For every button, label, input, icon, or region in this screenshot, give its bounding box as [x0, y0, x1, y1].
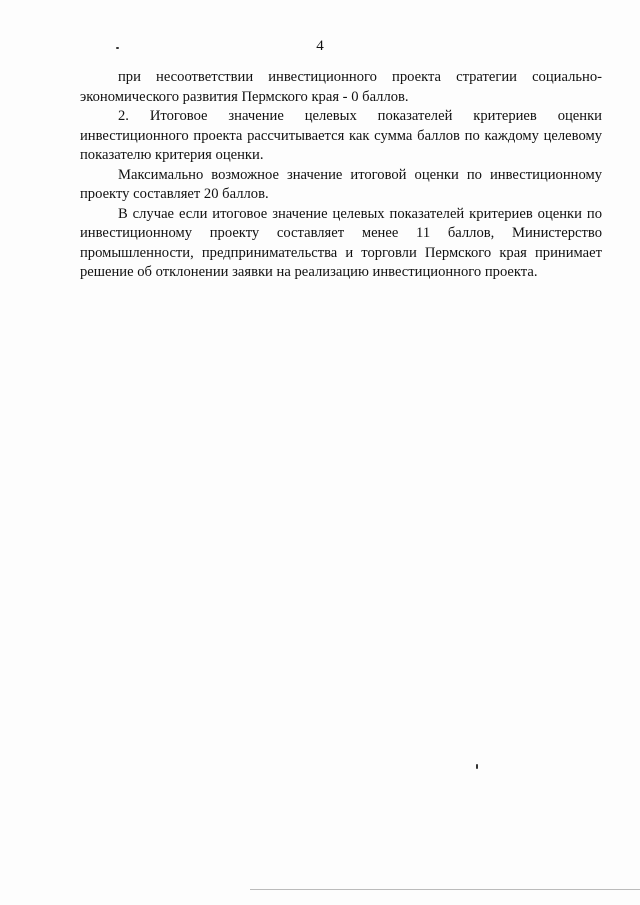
- paragraph-max-score: Максимально возможное значение итоговой оценки по инвестиционному проекту составляет 20 баллов.: [80, 166, 602, 202]
- paragraph-total-score: 2. Итоговое значение целевых показателей критериев оценки инвестиционного проекта рассчитывается как сумма баллов по каждому целевому показателю критерия оценки.: [80, 108, 602, 163]
- scan-speck: [476, 764, 478, 769]
- scan-edge-line: [250, 889, 640, 890]
- paragraph-rejection-rule: В случае если итоговое значение целевых показателей критериев оценки по инвестиционному проекту составляет менее 11 баллов, Министерство промышленности, предпринимательства и торговли Пермского края принимает решение об отклонении заявки на реализацию инвестиционного проекта.: [80, 205, 602, 280]
- page-number: 4: [316, 38, 324, 54]
- document-body: [80, 68, 602, 283]
- paragraph-criteria-mismatch: при несоответствии инвестиционного проекта стратегии социально-экономического развития Пермского края - 0 баллов.: [80, 69, 602, 105]
